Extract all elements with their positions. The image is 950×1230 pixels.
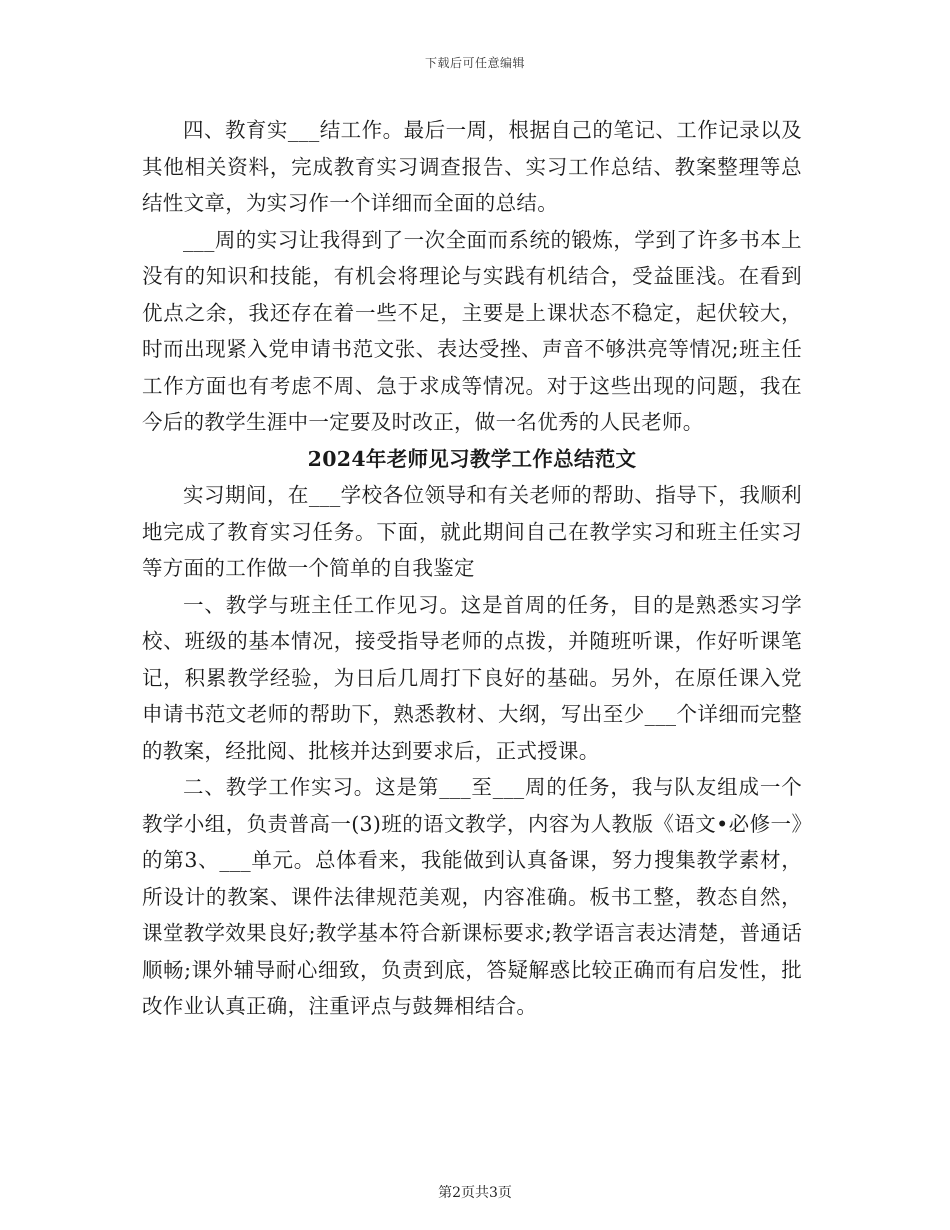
document-body [142,112,802,1025]
paragraph-observation: 一、教学与班主任工作见习。这是首周的任务，目的是熟悉实习学校、班级的基本情况，接受指导老师的点拨，并随班听课，作好听课笔记，积累教学经验，为日后几周打下良好的基础。另外，在原任课入党申请书范文老师的帮助下，熟悉教材、大纲，写出至少___个详细而完整的教案，经批阅、批核并达到要求后，正式授课。 [142,592,802,763]
paragraph-intro: 实习期间，在___学校各位领导和有关老师的帮助、指导下，我顺利地完成了教育实习任务。下面，就此期间自己在教学实习和班主任实习等方面的工作做一个简单的自我鉴定 [142,483,802,580]
paragraph-education-summary: 四、教育实___结工作。最后一周，根据自己的笔记、工作记录以及其他相关资料，完成教育实习调查报告、实习工作总结、教案整理等总结性文章，为实习作一个详细而全面的总结。 [142,118,802,215]
paragraph-internship-reflection: ___周的实习让我得到了一次全面而系统的锻炼，学到了许多书本上没有的知识和技能，有机会将理论与实践有机结合，受益匪浅。在看到优点之余，我还存在着一些不足，主要是上课状态不稳定，起伏较大，时而出现紧入党申请书范文张、表达受挫、声音不够洪亮等情况;班主任工作方面也有考虑不周、急于求成等情况。对于这些出现的问题，我在今后的教学生涯中一定要及时改正，做一名优秀的人民老师。 [142,227,802,434]
section-title: 2024年老师见习教学工作总结范文 [307,446,637,471]
page-number: 第2页共3页 [438,1185,512,1201]
paragraph-teaching-practice: 二、教学工作实习。这是第___至___周的任务，我与队友组成一个教学小组，负责普高一(3)班的语文教学，内容为人教版《语文•必修一》的第3、___单元。总体看来，我能做到认真备课，努力搜集教学素材，所设计的教案、课件法律规范美观，内容准确。板书工整，教态自然，课堂教学效果良好;教学基本符合新课标要求;教学语言表达清楚，普通话顺畅;课外辅导耐心细致，负责到底，答疑解惑比较正确而有启发性，批改作业认真正确，注重评点与鼓舞相结合。 [142,775,802,1018]
page-header-note: 下载后可任意编辑 [424,56,525,70]
